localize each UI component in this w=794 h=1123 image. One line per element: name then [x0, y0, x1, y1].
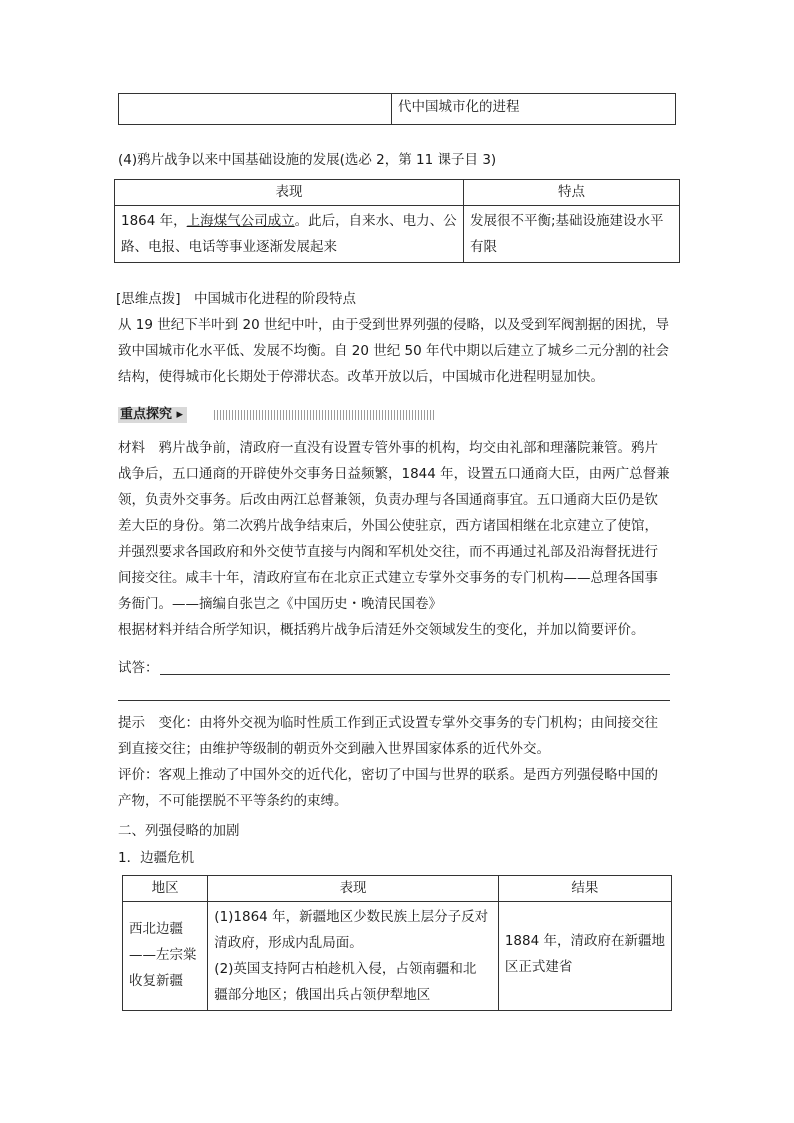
thinking-title: [思维点拨] 中国城市化进程的阶段特点 — [116, 291, 357, 307]
infra-header-feature: 特点 — [464, 180, 680, 206]
material-line: 并强烈要求各国政府和外交使节直接与内阁和军机处交往，而不再通过礼部及沿海督抚进行 — [118, 544, 658, 560]
focus-section-bar — [118, 407, 436, 423]
performance-line: (1)1864 年，新疆地区少数民族上层分子反对 — [214, 909, 489, 925]
question-text: 根据材料并结合所学知识，概括鸦片战争后清廷外交领域发生的变化，并加以简要评价。 — [118, 622, 645, 638]
result-line: 区正式建省 — [504, 959, 573, 975]
frontier-performance-cell — [208, 902, 499, 1011]
thinking-body — [118, 312, 669, 390]
shanghai-gas-company: 上海煤气公司成立 — [186, 213, 295, 229]
infra-performance-line-1 — [121, 208, 457, 234]
material-body — [118, 435, 670, 643]
performance-line: 清政府，形成内乱局面。 — [214, 935, 363, 951]
thinking-line: 结构，使得城市化长期处于停滞状态。改革开放以后，中国城市化进程明显加快。 — [118, 369, 604, 385]
frontier-result-cell — [498, 902, 671, 1011]
hint-body — [118, 710, 658, 814]
frontier-region-cell — [123, 902, 208, 1011]
answer-line-1[interactable] — [160, 674, 670, 675]
evaluation-line: 产物，不可能摆脱不平等条约的束缚。 — [118, 793, 348, 809]
hint-line: 到直接交往；由维护等级制的朝贡外交到融入世界国家体系的近代外交。 — [118, 741, 550, 757]
region-line: ——左宗棠 — [129, 947, 197, 963]
answer-line-2[interactable] — [118, 700, 670, 701]
answer-label: 试答： — [118, 660, 159, 676]
material-line: 间接交往。咸丰十年，清政府宣布在北京正式建立专掌外交事务的专门机构——总理各国事 — [118, 570, 658, 586]
infra-table — [114, 179, 680, 263]
material-line: 战争后，五口通商的开辟使外交事务日益频繁，1844 年，设置五口通商大臣，由两广总督兼 — [118, 466, 670, 482]
focus-section-stripe — [214, 410, 436, 420]
top-table-cell-left — [119, 94, 392, 125]
infra-heading: (4)鸦片战争以来中国基础设施的发展(选必 2，第 11 课子目 3) — [118, 152, 497, 168]
infra-performance-prefix: 1864 年， — [121, 213, 187, 229]
performance-line: (2)英国支持阿古柏趁机入侵，占领南疆和北 — [214, 961, 477, 977]
infra-header-performance: 表现 — [115, 180, 464, 206]
thinking-line: 从 19 世纪下半叶到 20 世纪中叶，由于受到世界列强的侵略，以及受到军阀割据的困扰，导 — [118, 317, 670, 333]
section2-title: 二、列强侵略的加剧 — [118, 823, 240, 839]
thinking-line: 致中国城市化水平低、发展不均衡。自 20 世纪 50 年代中期以后建立了城乡二元分割的社会 — [118, 343, 670, 359]
material-line: 材料 鸦片战争前，清政府一直没有设置专管外事的机构，均交由礼部和理藩院兼管。鸦片 — [118, 440, 658, 456]
infra-feature-line-1: 发展很不平衡;基础设施建设水平 — [470, 213, 664, 229]
focus-section-label: 重点探究 ▸ — [118, 407, 187, 423]
top-table-cell-right: 代中国城市化的进程 — [392, 94, 676, 125]
result-line: 1884 年，清政府在新疆地 — [504, 933, 665, 949]
material-line: 差大臣的身份。第二次鸦片战争结束后，外国公使驻京，西方诸国相继在北京建立了使馆， — [118, 518, 658, 534]
infra-performance-cell — [115, 206, 464, 263]
frontier-header-performance: 表现 — [208, 876, 499, 902]
infra-feature-line-2: 有限 — [470, 239, 497, 255]
material-line: 领，负责外交事务。后改由两江总督兼领，负责办理与各国通商事宜。五口通商大臣仍是钦 — [118, 492, 658, 508]
evaluation-line: 评价：客观上推动了中国外交的近代化，密切了中国与世界的联系。是西方列强侵略中国的 — [118, 767, 658, 783]
material-line: 务衙门。——摘编自张岂之《中国历史・晚清民国卷》 — [118, 596, 442, 612]
frontier-header-result: 结果 — [498, 876, 671, 902]
infra-performance-line-2: 路、电报、电话等事业逐渐发展起来 — [121, 239, 337, 255]
infra-feature-cell — [464, 206, 680, 263]
region-line: 收复新疆 — [129, 973, 183, 989]
infra-performance-suffix: 。此后，自来水、电力、公 — [294, 213, 457, 229]
section2-subtitle: 1．边疆危机 — [118, 850, 195, 866]
hint-line: 提示 变化：由将外交视为临时性质工作到正式设置专掌外交事务的专门机构；由间接交往 — [118, 715, 658, 731]
frontier-header-region: 地区 — [123, 876, 208, 902]
performance-line: 疆部分地区；俄国出兵占领伊犁地区 — [214, 987, 431, 1003]
region-line: 西北边疆 — [129, 921, 183, 937]
frontier-table — [122, 875, 672, 1011]
top-table — [118, 93, 676, 125]
